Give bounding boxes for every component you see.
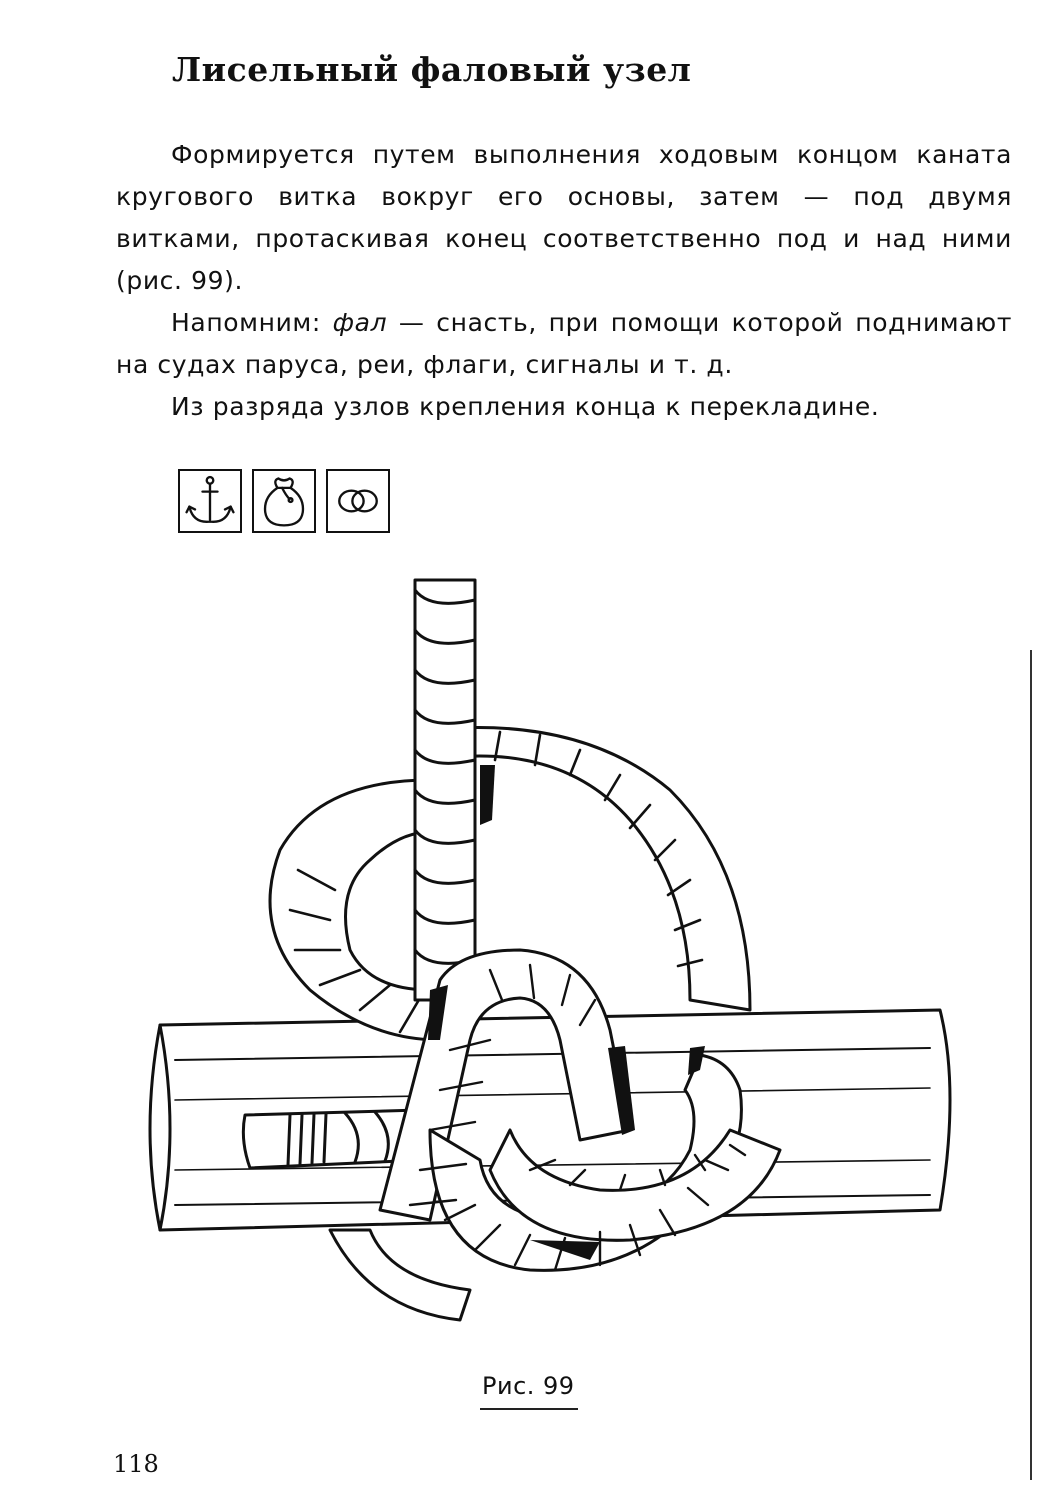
category-paragraph: Из разряда узлов крепления конца к перекладине. <box>171 392 880 421</box>
standing-part <box>415 580 475 1000</box>
sack-icon <box>252 469 316 533</box>
knot-illustration <box>130 570 1010 1350</box>
term-fal: фал <box>332 308 388 337</box>
anchor-icon <box>178 469 242 533</box>
reminder-lead: Напомним: <box>171 308 333 337</box>
page-edge-shadow <box>1030 650 1032 1480</box>
figure-caption: Рис. 99 <box>482 1372 575 1400</box>
reminder-definition: — снасть, при помощи которой поднимают на судах паруса, реи, флаги, сигналы и т. д. <box>116 308 1012 379</box>
interlocked-rings-icon <box>326 469 390 533</box>
reminder-paragraph <box>116 302 1012 386</box>
page-title: Лисельный фаловый узел <box>172 50 692 89</box>
caption-underline <box>480 1408 578 1410</box>
description-paragraph: Формируется путем выполнения ходовым концом каната кругового витка вокруг его основы, затем — под двумя витками, протаскивая конец соответственно под и над ними (рис. 99). <box>116 140 1012 295</box>
studding-sail-halyard-bend-drawing <box>130 570 1010 1350</box>
page-number: 118 <box>113 1450 159 1478</box>
